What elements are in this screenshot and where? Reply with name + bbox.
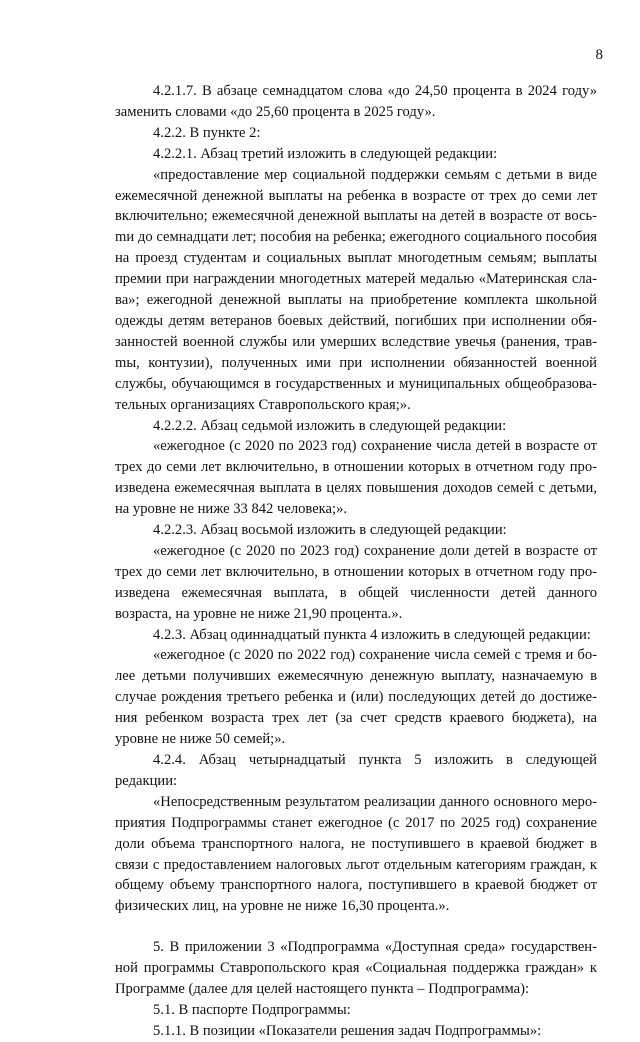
quote-transport-tax: «Непосредственным результатом реализации данного основного мероприятия Подпрограммы станет ежегодное (с 2017 по 2025 год) сохранение доли объема транспортного налога, не поступившего в краевой бюджет в связи с предоставлением налоговых льгот отдельным категориям граждан, к общему объему транспортного налога, поступившего в краевой бюджет от физических лиц, на уровне не ниже 16,30 процента.».: [115, 793, 597, 915]
quote-social-support-measures: «предоставление мер социальной поддержки семьям с детьми в виде ежемесячной денежной выплаты на ребенка в возрасте от трех до семи лет включительно; ежемесячной денежной выплаты на детей в возрасте от восьmи до семнадцати лет; пособия на ребенка; ежегодного социального пособия на проезд студентам и социальных выплат многодетным семьям; выплаты премии при награждении многодетных матерей медалью «Материнская слава»; ежегодной денежной выплаты на приобретение комплекта школьной одежды детям ветеранов боевых действий, погибших при исполнении обязанностей военной службы или умерших вследствие увечья (ранения, травmы, контузии), полученных ими при исполнении обязанностей военной службы, обучающимся в государственных и муниципальных общеобразовательных организациях Ставропольского края;».: [115, 166, 597, 413]
quote-children-count: «ежегодное (с 2020 по 2023 год) сохранение числа детей в возрасте от трех до семи лет включительно, в отношении которых в отчетном году произведена ежемесячная выплата в целях повышения доходов семей с детьми, на уровне не ниже 33 842 человека;».: [115, 438, 597, 518]
document-body: [115, 81, 597, 1042]
paragraph-4-2-2: 4.2.2. В пункте 2:: [153, 124, 261, 141]
quote-large-families: «ежегодное (с 2020 по 2022 год) сохранение числа семей с тремя и более детьми получивших ежемесячную денежную выплату, назначаемую в случае рождения третьего ребенка и (или) последующих детей до достижения ребенком возраста трех лет (за счет средств краевого бюджета), на уровне не ниже 50 семей;».: [115, 647, 597, 748]
page-number: 8: [595, 47, 603, 63]
paragraph-4-2-2-3: 4.2.2.3. Абзац восьмой изложить в следующей редакции:: [153, 522, 507, 539]
paragraph-5: 5. В приложении 3 «Подпрограмма «Доступная среда» государственной программы Ставропольского края «Социальная поддержка граждан» к Программе (далее для целей настоящего пункта – Подпрограмма):: [115, 939, 597, 998]
paragraph-4-2-2-2: 4.2.2.2. Абзац седьмой изложить в следующей редакции:: [153, 417, 507, 434]
paragraph-5-1-1: 5.1.1. В позиции «Показатели решения задач Подпрограммы»:: [153, 1022, 542, 1039]
paragraph-4-2-2-1: 4.2.2.1. Абзац третий изложить в следующей редакции:: [153, 145, 498, 162]
paragraph-4-2-4: 4.2.4. Абзац четырнадцатый пункта 5 изложить в следующей редакции:: [115, 752, 597, 789]
paragraph-4-2-3: 4.2.3. Абзац одиннадцатый пункта 4 изложить в следующей редакции:: [153, 626, 591, 643]
paragraph-4-2-1-7: 4.2.1.7. В абзаце семнадцатом слова «до 24,50 процента в 2024 году» заменить словами «до 25,60 процента в 2025 году».: [115, 83, 597, 120]
paragraph-5-1: 5.1. В паспорте Подпрограммы:: [153, 1001, 351, 1018]
quote-children-share: «ежегодное (с 2020 по 2023 год) сохранение доли детей в возрасте от трех до семи лет включительно, в отношении которых в отчетном году произведена ежемесячная выплата, в общей численности детей данного возраста, на уровне не ниже 21,90 процента.».: [115, 542, 597, 622]
